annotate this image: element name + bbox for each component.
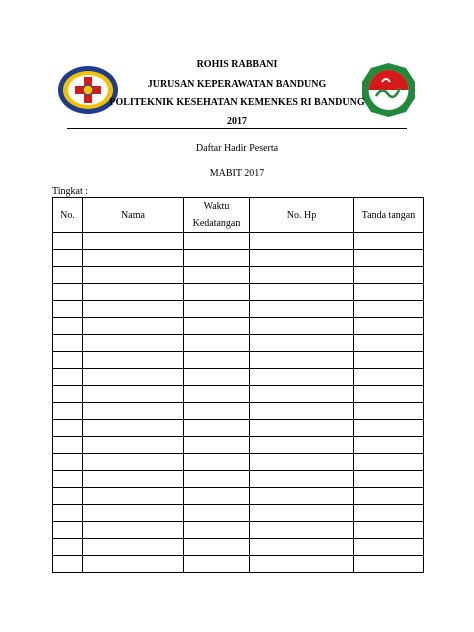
cell-waktu-kedatangan: [184, 369, 250, 386]
table-row: [53, 369, 424, 386]
cell-nama: [83, 386, 184, 403]
cell-no: [53, 420, 83, 437]
table-row: [53, 522, 424, 539]
cell-nama: [83, 318, 184, 335]
table-row: [53, 233, 424, 250]
cell-nama: [83, 267, 184, 284]
cell-no-hp: [250, 250, 354, 267]
cell-tanda-tangan: [354, 267, 424, 284]
header-divider: [67, 128, 407, 129]
cell-no: [53, 539, 83, 556]
cell-nama: [83, 471, 184, 488]
cell-no-hp: [250, 318, 354, 335]
cell-waktu-kedatangan: [184, 335, 250, 352]
cell-no: [53, 284, 83, 301]
cell-tanda-tangan: [354, 369, 424, 386]
cell-waktu-kedatangan: [184, 420, 250, 437]
cell-no: [53, 471, 83, 488]
cell-waktu-kedatangan: [184, 267, 250, 284]
table-row: [53, 454, 424, 471]
cell-tanda-tangan: [354, 505, 424, 522]
cell-no-hp: [250, 284, 354, 301]
cell-no-hp: [250, 556, 354, 573]
cell-no-hp: [250, 301, 354, 318]
cell-nama: [83, 539, 184, 556]
cell-waktu-kedatangan: [184, 386, 250, 403]
cell-tanda-tangan: [354, 454, 424, 471]
cell-no-hp: [250, 522, 354, 539]
cell-waktu-kedatangan: [184, 471, 250, 488]
table-row: [53, 284, 424, 301]
institution-name: POLITEKNIK KESEHATAN KEMENKES RI BANDUNG: [109, 97, 365, 108]
cell-nama: [83, 284, 184, 301]
cell-tanda-tangan: [354, 471, 424, 488]
table-row: [53, 250, 424, 267]
table-row: [53, 352, 424, 369]
cell-tanda-tangan: [354, 318, 424, 335]
cell-waktu-kedatangan: [184, 352, 250, 369]
column-header-no-hp: No. Hp: [250, 198, 354, 233]
table-row: [53, 386, 424, 403]
cell-no-hp: [250, 267, 354, 284]
cell-no-hp: [250, 471, 354, 488]
cell-tanda-tangan: [354, 284, 424, 301]
cell-no: [53, 301, 83, 318]
cell-no-hp: [250, 403, 354, 420]
department-name: JURUSAN KEPERAWATAN BANDUNG: [147, 79, 327, 90]
attendance-table: [52, 197, 424, 573]
cell-nama: [83, 505, 184, 522]
column-header-no: No.: [53, 198, 83, 233]
cell-nama: [83, 522, 184, 539]
cell-no-hp: [250, 386, 354, 403]
table-header-row: [53, 198, 424, 233]
cell-tanda-tangan: [354, 386, 424, 403]
cell-no: [53, 403, 83, 420]
table-row: [53, 471, 424, 488]
cell-no: [53, 437, 83, 454]
cell-tanda-tangan: [354, 352, 424, 369]
document-title: Daftar Hadir Peserta: [195, 143, 279, 154]
header-year: 2017: [227, 116, 247, 127]
cell-no-hp: [250, 505, 354, 522]
cell-no: [53, 522, 83, 539]
cell-tanda-tangan: [354, 335, 424, 352]
cell-waktu-kedatangan: [184, 556, 250, 573]
column-header-waktu-kedatangan: Waktu Kedatangan: [184, 198, 250, 233]
cell-no: [53, 556, 83, 573]
cell-tanda-tangan: [354, 420, 424, 437]
cell-nama: [83, 335, 184, 352]
cell-tanda-tangan: [354, 301, 424, 318]
cell-waktu-kedatangan: [184, 284, 250, 301]
cell-waktu-kedatangan: [184, 301, 250, 318]
cell-waktu-kedatangan: [184, 437, 250, 454]
rohis-logo: [360, 62, 417, 118]
cell-nama: [83, 454, 184, 471]
cell-no: [53, 335, 83, 352]
cell-tanda-tangan: [354, 437, 424, 454]
table-row: [53, 556, 424, 573]
cell-no-hp: [250, 437, 354, 454]
cell-waktu-kedatangan: [184, 539, 250, 556]
table-row: [53, 488, 424, 505]
table-row: [53, 267, 424, 284]
cell-waktu-kedatangan: [184, 403, 250, 420]
cell-waktu-kedatangan: [184, 505, 250, 522]
cell-nama: [83, 420, 184, 437]
cell-tanda-tangan: [354, 403, 424, 420]
cell-no-hp: [250, 352, 354, 369]
table-row: [53, 420, 424, 437]
cell-tanda-tangan: [354, 539, 424, 556]
cell-no-hp: [250, 488, 354, 505]
cell-no: [53, 318, 83, 335]
cell-tanda-tangan: [354, 488, 424, 505]
table-row: [53, 505, 424, 522]
cell-no: [53, 454, 83, 471]
cell-nama: [83, 488, 184, 505]
cell-nama: [83, 556, 184, 573]
cell-no: [53, 233, 83, 250]
column-header-nama: Nama: [83, 198, 184, 233]
cell-no-hp: [250, 454, 354, 471]
cell-nama: [83, 352, 184, 369]
table-row: [53, 318, 424, 335]
table-row: [53, 403, 424, 420]
cell-waktu-kedatangan: [184, 454, 250, 471]
cell-tanda-tangan: [354, 250, 424, 267]
cell-nama: [83, 250, 184, 267]
cell-waktu-kedatangan: [184, 488, 250, 505]
cell-waktu-kedatangan: [184, 233, 250, 250]
table-row: [53, 301, 424, 318]
cell-waktu-kedatangan: [184, 250, 250, 267]
table-row: [53, 539, 424, 556]
cell-no: [53, 505, 83, 522]
cell-nama: [83, 233, 184, 250]
cell-tanda-tangan: [354, 522, 424, 539]
event-name: MABIT 2017: [209, 168, 265, 179]
cell-no: [53, 488, 83, 505]
cell-nama: [83, 301, 184, 318]
cell-nama: [83, 369, 184, 386]
cell-no-hp: [250, 369, 354, 386]
cell-no-hp: [250, 335, 354, 352]
cell-no: [53, 386, 83, 403]
cell-no: [53, 369, 83, 386]
cell-no-hp: [250, 539, 354, 556]
cell-tanda-tangan: [354, 233, 424, 250]
cell-waktu-kedatangan: [184, 318, 250, 335]
cell-tanda-tangan: [354, 556, 424, 573]
cell-nama: [83, 437, 184, 454]
cell-no: [53, 352, 83, 369]
cell-waktu-kedatangan: [184, 522, 250, 539]
table-row: [53, 335, 424, 352]
table-row: [53, 437, 424, 454]
cell-nama: [83, 403, 184, 420]
cell-no-hp: [250, 420, 354, 437]
organization-name: ROHIS RABBANI: [196, 59, 278, 70]
cell-no-hp: [250, 233, 354, 250]
cell-no: [53, 267, 83, 284]
tingkat-label: Tingkat :: [52, 186, 89, 197]
cell-no: [53, 250, 83, 267]
column-header-tanda-tangan: Tanda tangan: [354, 198, 424, 233]
